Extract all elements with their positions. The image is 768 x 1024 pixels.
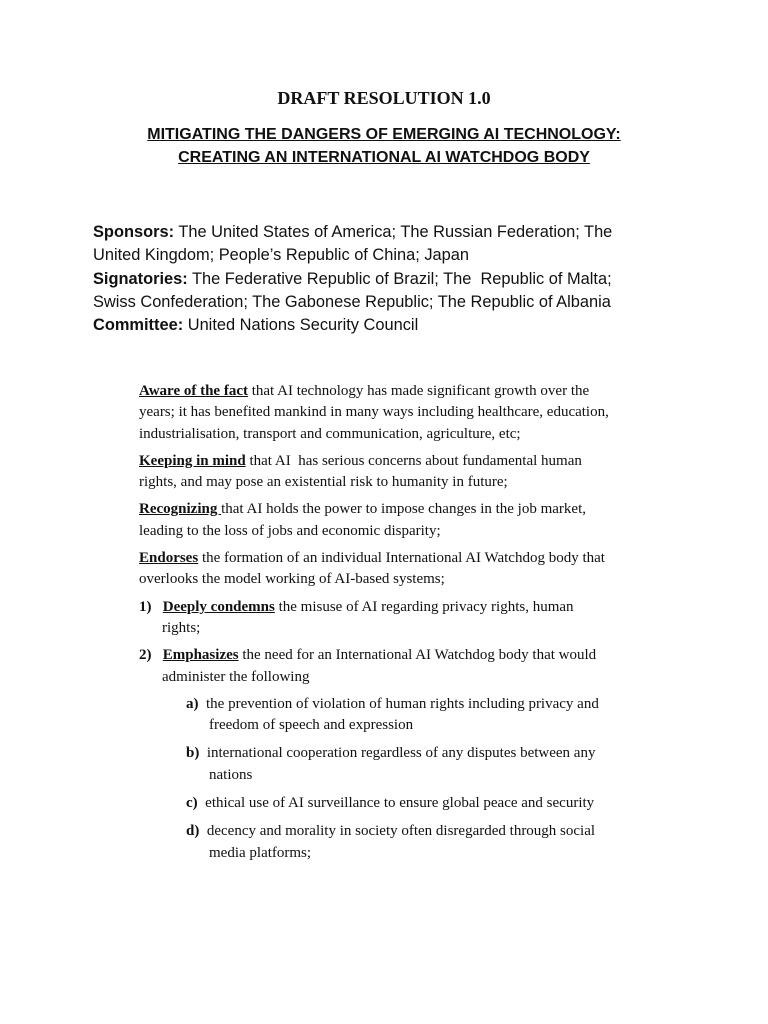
clause-keyword: Emphasizes: [162, 647, 239, 664]
sub-clause-text: nations: [209, 766, 253, 783]
sub-clause-d: [186, 821, 699, 864]
clause-text: administer the following: [162, 668, 310, 685]
sub-clause-letter: d): [186, 823, 200, 840]
preamble-clause-keeping: [139, 451, 699, 494]
committee-label: Committee:: [93, 316, 184, 335]
clause-text: the need for an International AI Watchdog body that would: [238, 647, 597, 664]
clause-text: overlooks the model working of AI-based systems;: [139, 571, 445, 588]
sub-clause-letter: a): [186, 695, 199, 712]
sub-clause-letter: c): [186, 795, 198, 812]
sub-clause-b: [186, 743, 699, 786]
subtitle-line: CREATING AN INTERNATIONAL AI WATCHDOG BODY: [178, 149, 590, 166]
subtitle-line: MITIGATING THE DANGERS OF EMERGING AI TECHNOLOGY:: [147, 126, 621, 143]
sub-clause-letter: b): [186, 745, 200, 762]
clause-text: rights;: [162, 619, 201, 636]
signatories-value: The Federative Republic of Brazil; The Republic of Malta;: [187, 269, 612, 288]
signatories-line-continued: Swiss Confederation; The Gabonese Republic; The Republic of Albania: [93, 292, 611, 311]
clause-number: 1): [139, 598, 152, 615]
preamble-clause-recognizing: [139, 499, 699, 542]
signatories-line: [93, 268, 693, 291]
clause-keyword: Deeply condemns: [162, 598, 275, 615]
clause-keyword: Recognizing: [139, 501, 222, 518]
sub-clause-c: [186, 793, 699, 814]
operative-clause-1: [139, 597, 699, 640]
signatories-label: Signatories:: [93, 269, 188, 288]
resolution-metadata: [93, 221, 693, 337]
sub-clause-text: international cooperation regardless of any disputes between any: [199, 745, 596, 762]
clause-text: the misuse of AI regarding privacy rights, human: [274, 598, 574, 615]
sub-clause-text: the prevention of violation of human rights including privacy and: [198, 695, 599, 712]
sponsors-line: [93, 221, 693, 244]
clause-text: that AI has serious concerns about fundamental human: [245, 452, 582, 469]
clause-text: industrialisation, transport and communication, agriculture, etc;: [139, 425, 521, 442]
sub-clause-text: decency and morality in society often disregarded through social: [199, 823, 596, 840]
sub-clause-a: [186, 694, 699, 737]
clause-text: the formation of an individual International AI Watchdog body that: [198, 550, 605, 567]
preamble-clause-aware: [139, 381, 699, 445]
committee-line: [93, 314, 693, 337]
clause-text: that AI technology has made significant growth over the: [247, 383, 590, 399]
clause-text: leading to the loss of jobs and economic disparity;: [139, 522, 441, 539]
document-title: DRAFT RESOLUTION 1.0: [277, 88, 491, 108]
sub-clause-text: freedom of speech and expression: [209, 717, 414, 734]
clause-text: rights, and may pose an existential risk to humanity in future;: [139, 474, 508, 491]
clause-text: years; it has benefited mankind in many ways including healthcare, education,: [139, 404, 609, 421]
clause-keyword: Endorses: [139, 550, 199, 567]
operative-clause-2: [139, 645, 699, 688]
preamble-clause-endorses: [139, 548, 699, 591]
sub-clause-text: media platforms;: [209, 844, 312, 861]
operative-clauses: [139, 381, 699, 871]
resolution-subtitle: [0, 123, 768, 169]
clause-text: that AI holds the power to impose changes in the job market,: [221, 501, 586, 518]
clause-keyword: Keeping in mind: [139, 452, 246, 469]
sponsors-label: Sponsors:: [93, 223, 175, 241]
sponsors-value: The United States of America; The Russian Federation; The: [174, 223, 613, 241]
clause-number: 2): [139, 647, 152, 664]
sub-clause-text: ethical use of AI surveillance to ensure global peace and security: [197, 795, 595, 812]
sponsors-line-continued: United Kingdom; People’s Republic of China; Japan: [93, 246, 470, 265]
committee-value: United Nations Security Council: [183, 316, 419, 335]
clause-keyword: Aware of the fact: [139, 383, 248, 399]
